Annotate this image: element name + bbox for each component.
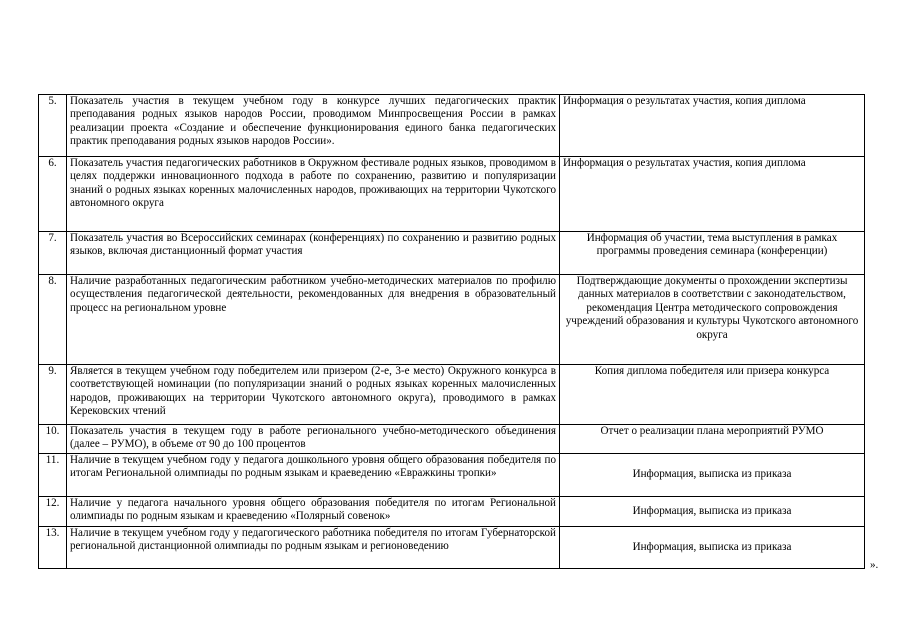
evidence-cell: Копия диплома победителя или призера конкурса xyxy=(560,365,865,425)
criterion-cell: Наличие у педагога начального уровня общего образования победителя по итогам Региональной олимпиады по родным языкам и краеведению «Полярный совенок» xyxy=(67,497,560,527)
evidence-cell: Информация, выписка из приказа xyxy=(560,497,865,527)
table-row xyxy=(39,425,865,454)
criterion-cell: Показатель участия в текущем году в работе регионального учебно-методического объединения (далее – РУМО), в объеме от 90 до 100 процентов xyxy=(67,425,560,454)
row-number: 7. xyxy=(39,232,67,275)
table-row xyxy=(39,454,865,497)
table-row xyxy=(39,275,865,365)
evidence-cell: Информация, выписка из приказа xyxy=(560,454,865,497)
evidence-cell: Подтверждающие документы о прохождении экспертизы данных материалов в соответствии с законодательством, рекомендация Центра методического сопровождения учреждений образования и культуры Чукотского автономного округа xyxy=(560,275,865,365)
evidence-cell: Информация о результатах участия, копия диплома xyxy=(560,95,865,157)
row-number: 12. xyxy=(39,497,67,527)
table-row xyxy=(39,157,865,232)
row-number: 8. xyxy=(39,275,67,365)
table-row xyxy=(39,527,865,569)
table-row xyxy=(39,95,865,157)
row-number: 6. xyxy=(39,157,67,232)
row-number: 5. xyxy=(39,95,67,157)
row-number: 10. xyxy=(39,425,67,454)
criterion-cell: Наличие разработанных педагогическим работником учебно-методических материалов по профилю осуществления педагогической деятельности, рекомендованных для внедрения в образовательный процесс на региональном уровне xyxy=(67,275,560,365)
evidence-cell: Информация о результатах участия, копия диплома xyxy=(560,157,865,232)
document-page xyxy=(38,94,865,569)
row-number: 13. xyxy=(39,527,67,569)
closing-quote-mark: ». xyxy=(870,559,879,571)
criteria-table xyxy=(38,94,865,569)
criterion-cell: Показатель участия в текущем учебном году в конкурсе лучших педагогических практик преподавания родных языков народов России, проводимом Минпросвещения России в рамках реализации проекта «Создание и обеспечение функционирования единого банка педагогических практик преподавания родных языков народов России». xyxy=(67,95,560,157)
table-row xyxy=(39,232,865,275)
table-row xyxy=(39,365,865,425)
table-row xyxy=(39,497,865,527)
criterion-cell: Является в текущем учебном году победителем или призером (2-е, 3-е место) Окружного конкурса в соответствующей номинации (по популяризации знаний о родных языках коренных малочисленных народов, проживающих на территории Чукотского автономного округа), проводимого в рамках Керековских чтений xyxy=(67,365,560,425)
row-number: 9. xyxy=(39,365,67,425)
criterion-cell: Наличие в текущем учебном году у педагогического работника победителя по итогам Губернаторской региональной дистанционной олимпиады по родным языкам и регионоведению xyxy=(67,527,560,569)
criterion-cell: Показатель участия во Всероссийских семинарах (конференциях) по сохранению и развитию родных языков, включая дистанционный формат участия xyxy=(67,232,560,275)
criterion-cell: Показатель участия педагогических работников в Окружном фестивале родных языков, проводимом в целях поддержки инновационного подхода в работе по сохранению, развитию и популяризации знаний о родных языках коренных малочисленных народов, проживающих на территории Чукотского автономного округа xyxy=(67,157,560,232)
evidence-cell: Информация, выписка из приказа xyxy=(560,527,865,569)
row-number: 11. xyxy=(39,454,67,497)
evidence-cell: Отчет о реализации плана мероприятий РУМО xyxy=(560,425,865,454)
evidence-cell: Информация об участии, тема выступления в рамках программы проведения семинара (конференции) xyxy=(560,232,865,275)
criterion-cell: Наличие в текущем учебном году у педагога дошкольного уровня общего образования победителя по итогам Региональной олимпиады по родным языкам и краеведению «Евражкины тропки» xyxy=(67,454,560,497)
